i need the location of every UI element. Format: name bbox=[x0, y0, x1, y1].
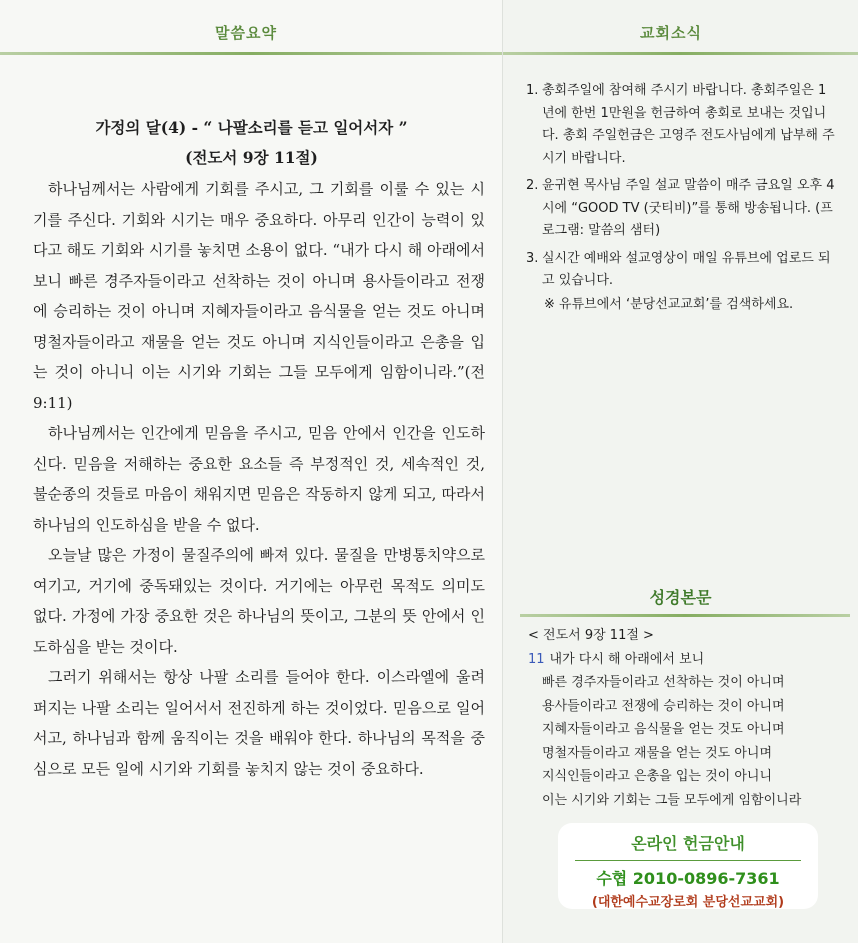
news-item-text: 총회주일에 참여해 주시기 바랍니다. 총회주일은 1년에 한번 1만원을 헌금하여 총회로 보내는 것입니다. 총회 주일헌금은 고영주 전도사님에게 납부해 주시기 바랍니다. bbox=[542, 83, 835, 166]
scripture-line: 용사들이라고 전쟁에 승리하는 것이 아니며 bbox=[542, 698, 785, 714]
left-header-title: 말씀요약 bbox=[215, 24, 277, 42]
right-header bbox=[503, 0, 858, 54]
news-item-text: 실시간 예배와 설교영상이 매일 유튜브에 업로드 되고 있습니다. bbox=[542, 250, 831, 288]
news-item bbox=[526, 175, 838, 243]
scripture-divider bbox=[520, 614, 850, 617]
offering-church-name: (대한예수교장로회 분당선교교회) bbox=[591, 895, 785, 910]
scripture-line: 지식인들이라고 은총을 입는 것이 아니니 bbox=[542, 769, 773, 784]
left-header bbox=[0, 0, 503, 54]
offering-divider bbox=[575, 860, 801, 861]
sermon-paragraph-4: 그러기 위해서는 항상 나팔 소리를 들어야 한다. 이스라엘에 울려 퍼지는 나팔 소리는 일어서서 전진하게 하는 것이었다. 믿음으로 일어서고, 하나님과 함께 움직이는 것을 배워야 한다. 하나님의 목적을 중심으로 모든 일에 시기와 기회를 놓치지 않는 것이 중요하다. bbox=[33, 668, 485, 778]
youtube-search-note: ※ 유튜브에서 ‘분당선교교회’를 검색하세요. bbox=[544, 296, 794, 312]
sermon-paragraph-2: 하나님께서는 인간에게 믿음을 주시고, 믿음 안에서 인간을 인도하신다. 믿음을 저해하는 중요한 요소들 즉 부정적인 것, 세속적인 것, 불순종의 것들로 마음이 채워지면 믿음은 작동하지 않게 되고, 따라서 하나님의 인도하심을 받을 수 없다. bbox=[33, 424, 485, 534]
news-item bbox=[526, 80, 838, 170]
scripture-line: 빠른 경주자들이라고 선착하는 것이 아니며 bbox=[542, 675, 785, 690]
scripture-line: 명철자들이라고 재물을 얻는 것도 아니며 bbox=[542, 745, 773, 761]
right-header-title: 교회소식 bbox=[640, 24, 702, 42]
sermon-paragraph-3: 오늘날 많은 가정이 물질주의에 빠져 있다. 물질을 만병통치약으로 여기고, 거기에 중독돼있는 것이다. 거기에는 아무런 목적도 의미도 없다. 가정에 가장 중요한 것은 하나님의 뜻이고, 그분의 뜻 안에서 인도하심을 받는 것이다. bbox=[33, 546, 485, 656]
left-header-divider bbox=[0, 52, 503, 55]
online-offering-box bbox=[558, 823, 818, 909]
offering-title: 온라인 헌금안내 bbox=[631, 834, 745, 853]
scripture-text bbox=[528, 624, 838, 812]
news-item-number: 3. bbox=[526, 250, 539, 266]
scripture-first-line bbox=[528, 648, 838, 672]
news-item-number: 2. bbox=[526, 178, 539, 193]
news-item-number: 1. bbox=[526, 83, 539, 98]
verse-number: 11 bbox=[528, 651, 545, 667]
scripture-reference: < 전도서 9장 11절 > bbox=[528, 628, 654, 643]
sermon-title-main: 가정의 달(4) - “ 나팔소리를 듣고 일어서자 ” bbox=[95, 118, 408, 137]
right-header-divider bbox=[503, 52, 858, 55]
scripture-line: 내가 다시 해 아래에서 보니 bbox=[549, 651, 705, 667]
sermon-body bbox=[33, 174, 485, 784]
scripture-heading: 성경본문 bbox=[649, 588, 712, 607]
offering-account-number: 수협 2010-0896-7361 bbox=[596, 869, 780, 888]
sermon-scripture-reference: (전도서 9장 11절) bbox=[185, 148, 318, 167]
sermon-title bbox=[0, 113, 503, 173]
news-item-text: 윤귀현 목사님 주일 설교 말씀이 매주 금요일 오후 4시에 “GOOD TV (굿티비)”를 통해 방송됩니다. (프로그램: 말씀의 샘터) bbox=[542, 178, 835, 238]
news-item bbox=[526, 248, 838, 293]
scripture-line: 이는 시기와 기회는 그들 모두에게 임함이니라 bbox=[542, 792, 802, 808]
sermon-paragraph-1: 하나님께서는 사람에게 기회를 주시고, 그 기회를 이룰 수 있는 시기를 주신다. 기회와 시기는 매우 중요하다. 아무리 인간이 능력이 있다고 해도 기회와 시기를 놓치면 소용이 없다. “내가 다시 해 아래에서 보니 빠른 경주자들이라고 선착하는 것이 아니며 용사들이라고 전쟁에 승리하는 것이 아니며 지혜자들이라고 음식물을 얻는 것도 아니며 명철자들이라고 재물을 얻는 것도 아니며 지식인들이라고 은총을 입는 것이 아니니 이는 시기와 기회는 그들 모두에게 임함이니라.”(전9:11) bbox=[33, 180, 485, 412]
scripture-line: 지혜자들이라고 음식물을 얻는 것도 아니며 bbox=[542, 722, 785, 737]
news-list bbox=[526, 80, 838, 316]
